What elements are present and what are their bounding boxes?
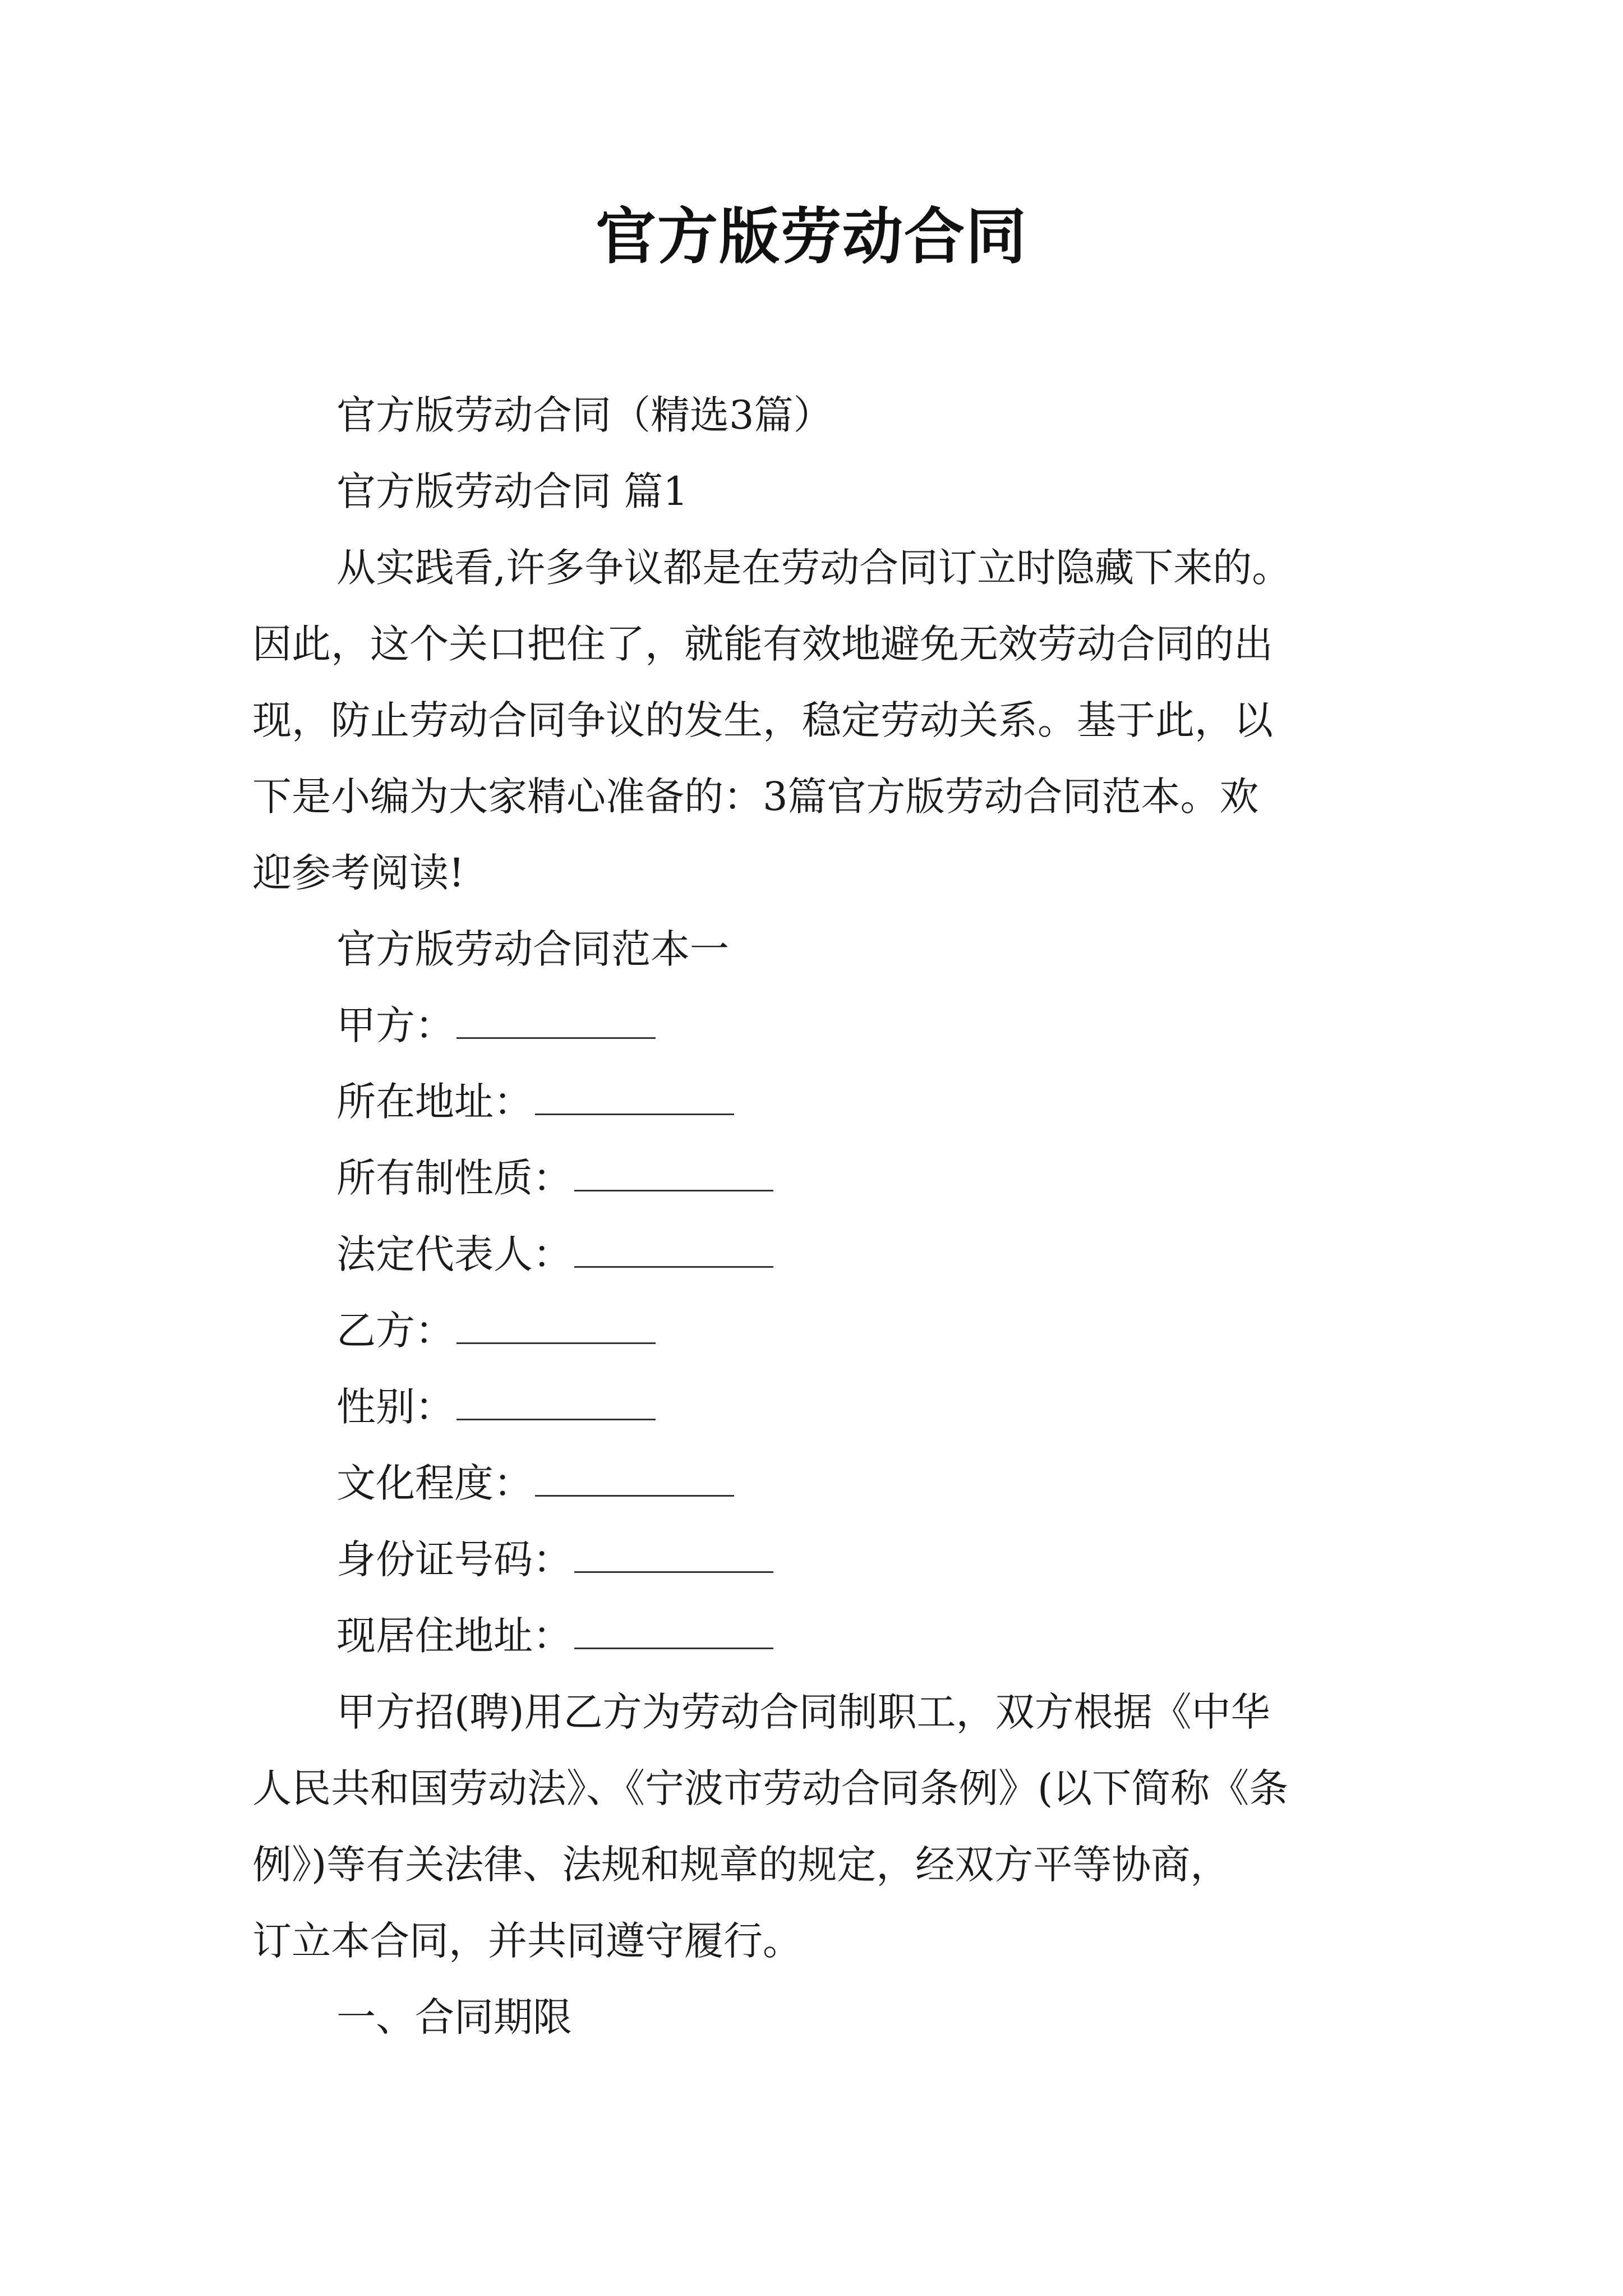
agreement-line-3: 例》)等有关法律、法规和规章的规定，经双方平等协商， bbox=[252, 1842, 1230, 1888]
field-label: 身份证号码： bbox=[336, 1536, 572, 1582]
field-label: 所在地址： bbox=[336, 1079, 533, 1125]
sample-heading: 官方版劳动合同范本一 bbox=[336, 926, 729, 972]
fill-blank bbox=[457, 1004, 656, 1039]
section-heading: 官方版劳动合同 篇1 bbox=[336, 468, 688, 514]
field-id-number bbox=[336, 1531, 773, 1588]
field-current-address bbox=[336, 1608, 773, 1664]
fill-blank bbox=[457, 1385, 656, 1420]
intro-line-5: 迎参考阅读! bbox=[252, 850, 465, 896]
field-label: 所有制性质： bbox=[336, 1155, 572, 1201]
intro-line-1: 从实践看,许多争议都是在劳动合同订立时隐藏下来的。 bbox=[336, 545, 1292, 591]
document-title: 官方版劳动合同 bbox=[595, 201, 1027, 272]
fill-blank bbox=[535, 1080, 734, 1115]
document-subtitle: 官方版劳动合同（精选3篇） bbox=[336, 392, 833, 438]
field-label: 甲方： bbox=[336, 1002, 454, 1048]
field-label: 乙方： bbox=[336, 1308, 454, 1354]
intro-line-4: 下是小编为大家精心准备的：3篇官方版劳动合同范本。欢 bbox=[252, 774, 1259, 820]
agreement-line-2: 人民共和国劳动法》、《宁波市劳动合同条例》(以下简称《条 bbox=[252, 1765, 1289, 1811]
field-label: 现居住地址： bbox=[336, 1613, 572, 1659]
field-label: 法定代表人： bbox=[336, 1231, 572, 1277]
agreement-line-4: 订立本合同，并共同遵守履行。 bbox=[252, 1918, 802, 1964]
fill-blank bbox=[574, 1538, 773, 1573]
field-education bbox=[336, 1455, 734, 1511]
field-label: 文化程度： bbox=[336, 1460, 533, 1506]
fill-blank bbox=[457, 1309, 656, 1344]
field-party-a bbox=[336, 997, 656, 1053]
field-address bbox=[336, 1074, 734, 1130]
intro-line-2: 因此，这个关口把住了，就能有效地避免无效劳动合同的出 bbox=[252, 621, 1273, 667]
field-party-b bbox=[336, 1303, 656, 1359]
intro-line-3: 现，防止劳动合同争议的发生，稳定劳动关系。基于此，以 bbox=[252, 697, 1273, 743]
fill-blank bbox=[574, 1232, 773, 1268]
field-gender bbox=[336, 1379, 656, 1435]
field-ownership bbox=[336, 1150, 773, 1206]
clause-heading: 一、合同期限 bbox=[336, 1994, 572, 2040]
field-label: 性别： bbox=[336, 1384, 454, 1430]
fill-blank bbox=[574, 1156, 773, 1191]
fill-blank bbox=[574, 1614, 773, 1649]
agreement-line-1: 甲方招(聘)用乙方为劳动合同制职工，双方根据《中华 bbox=[336, 1689, 1270, 1735]
field-legal-rep bbox=[336, 1226, 773, 1282]
fill-blank bbox=[535, 1461, 734, 1497]
